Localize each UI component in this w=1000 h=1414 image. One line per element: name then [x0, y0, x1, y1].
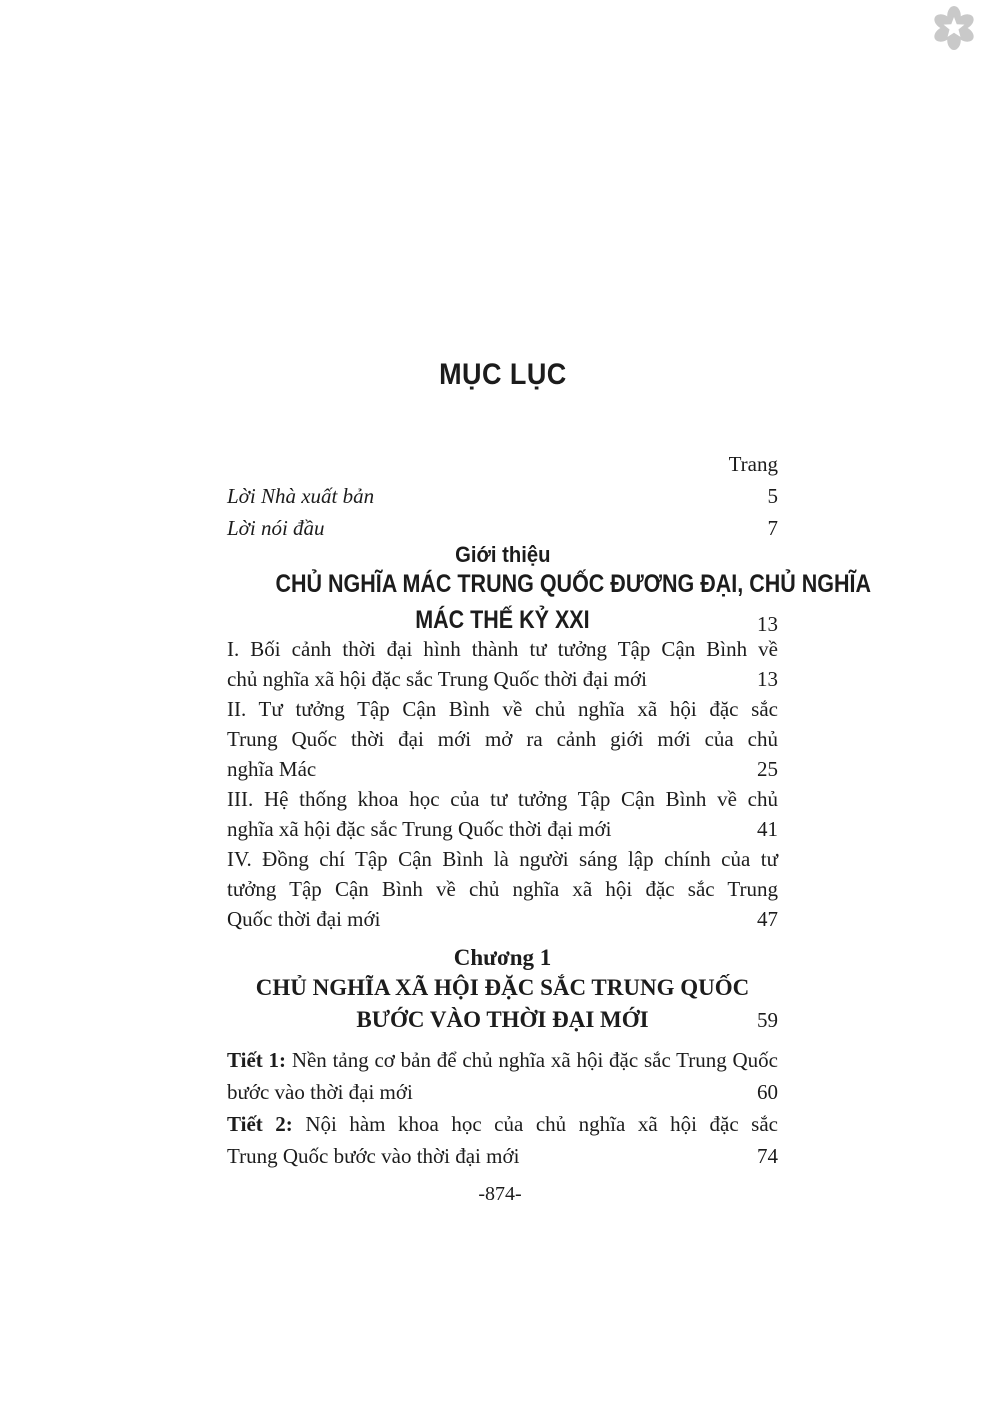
toc-entry-ii: II. Tư tưởng Tập Cận Bình về chủ nghĩa xã hội đặc sắc Trung Quốc thời đại mới mở ra cảnh giới mới của chủ nghĩa Mác 25 [227, 694, 778, 784]
toc-entry-page: 13 [757, 612, 778, 636]
intro-title-line-2: MÁC THẾ KỶ XXI 13 [227, 604, 778, 640]
toc-entry-page: 59 [757, 1008, 778, 1032]
toc-entry-page: 13 [757, 667, 778, 691]
toc-entry-page: 7 [767, 516, 778, 540]
toc-entry-tiet-1: Tiết 1: Nền tảng cơ bản để chủ nghĩa xã hội đặc sắc Trung Quốc bước vào thời đại mới 60 [227, 1044, 778, 1108]
toc-entry-foreword [227, 512, 778, 544]
toc-entry-tiet-2: Tiết 2: Nội hàm khoa học của chủ nghĩa xã hội đặc sắc Trung Quốc bước vào thời đại mới 74 [227, 1108, 778, 1172]
toc-entry-page: 41 [757, 817, 778, 841]
page-title-text: MỤC LỤC [438, 358, 567, 391]
toc-entry-prefix: Tiết 1: [227, 1048, 287, 1072]
toc-entry-i: I. Bối cảnh thời đại hình thành tư tưởng Tập Cận Bình về chủ nghĩa xã hội đặc sắc Trung Quốc thời đại mới 13 [227, 634, 778, 694]
column-header-trang: Trang [728, 452, 778, 476]
table-of-contents [227, 356, 872, 1172]
chapter1-title-line-2: BƯỚC VÀO THỜI ĐẠI MỚI 59 [227, 1004, 778, 1036]
toc-entry-label: Lời nói đầu [227, 516, 325, 540]
toc-entry-page: 25 [757, 757, 778, 781]
chapter1-entries [227, 1044, 778, 1172]
toc-entry-page: 5 [767, 484, 778, 508]
intro-entries [227, 634, 778, 934]
toc-entry-iv: IV. Đồng chí Tập Cận Bình là người sáng lập chính của tư tưởng Tập Cận Bình về chủ nghĩa xã hội đặc sắc Trung Quốc thời đại mới 47 [227, 844, 778, 934]
intro-title-line-1: CHỦ NGHĨA MÁC TRUNG QUỐC ĐƯƠNG ĐẠI, CHỦ NGHĨA [275, 570, 872, 598]
page-title [227, 356, 778, 392]
flower-watermark-icon [931, 5, 977, 51]
toc-entry-page: 74 [757, 1144, 778, 1168]
page-number: -874- [478, 1183, 522, 1205]
chapter1-kicker: Chương 1 [453, 945, 552, 970]
toc-entry-label: Lời Nhà xuất bản [227, 484, 375, 508]
toc-entry-page: 60 [757, 1080, 778, 1104]
chapter1-title-line-1: CHỦ NGHĨA XÃ HỘI ĐẶC SẮC TRUNG QUỐC [255, 975, 750, 1000]
toc-entry-page: 47 [757, 907, 778, 931]
toc-entry-publisher-note [227, 480, 778, 512]
toc-entry-prefix: Tiết 2: [227, 1112, 293, 1136]
intro-kicker: Giới thiệu [454, 542, 551, 567]
toc-entry-iii: III. Hệ thống khoa học của tư tưởng Tập Cận Bình về chủ nghĩa xã hội đặc sắc Trung Quốc thời đại mới 41 [227, 784, 778, 844]
